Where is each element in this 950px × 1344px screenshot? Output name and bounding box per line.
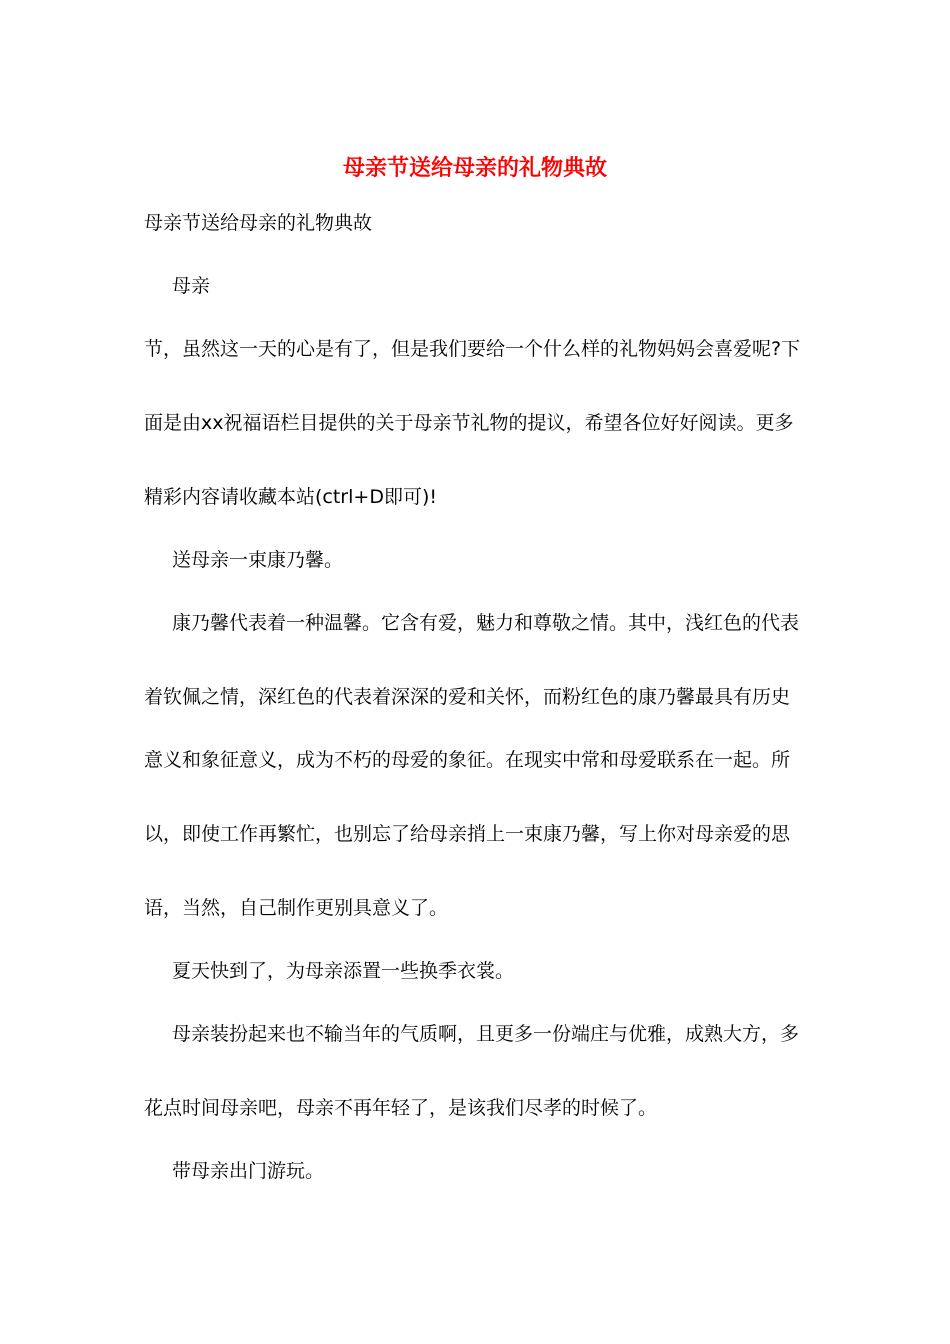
paragraph-line: 以，即使工作再繁忙，也别忘了给母亲捎上一束康乃馨，写上你对母亲爱的思 — [144, 823, 791, 845]
paragraph-line: 夏天快到了，为母亲添置一些换季衣裳。 — [172, 960, 515, 982]
subtitle-line: 母亲节送给母亲的礼物典故 — [144, 212, 373, 234]
paragraph-line: 精彩内容请收藏本站(ctrl+D即可)! — [144, 486, 437, 508]
paragraph-line: 着钦佩之情，深红色的代表着深深的爱和关怀，而粉红色的康乃馨最具有历史 — [144, 686, 791, 708]
paragraph-line: 母亲 — [172, 275, 211, 297]
paragraph-line: 意义和象征意义，成为不朽的母爱的象征。在现实中常和母爱联系在一起。所 — [144, 749, 791, 771]
paragraph-line: 节，虽然这一天的心是有了，但是我们要给一个什么样的礼物妈妈会喜爱呢?下 — [144, 338, 801, 360]
paragraph-line: 面是由xx祝福语栏目提供的关于母亲节礼物的提议，希望各位好好阅读。更多 — [144, 412, 794, 434]
paragraph-line: 带母亲出门游玩。 — [172, 1160, 325, 1182]
paragraph-line: 母亲装扮起来也不输当年的气质啊，且更多一份端庄与优雅，成熟大方，多 — [172, 1023, 800, 1045]
paragraph-line: 康乃馨代表着一种温馨。它含有爱，魅力和尊敬之情。其中，浅红色的代表 — [172, 612, 800, 634]
document-title: 母亲节送给母亲的礼物典故 — [342, 155, 607, 181]
paragraph-line: 语，当然，自己制作更别具意义了。 — [144, 897, 449, 919]
paragraph-line: 送母亲一束康乃馨。 — [172, 549, 344, 571]
paragraph-line: 花点时间母亲吧，母亲不再年轻了，是该我们尽孝的时候了。 — [144, 1097, 658, 1119]
